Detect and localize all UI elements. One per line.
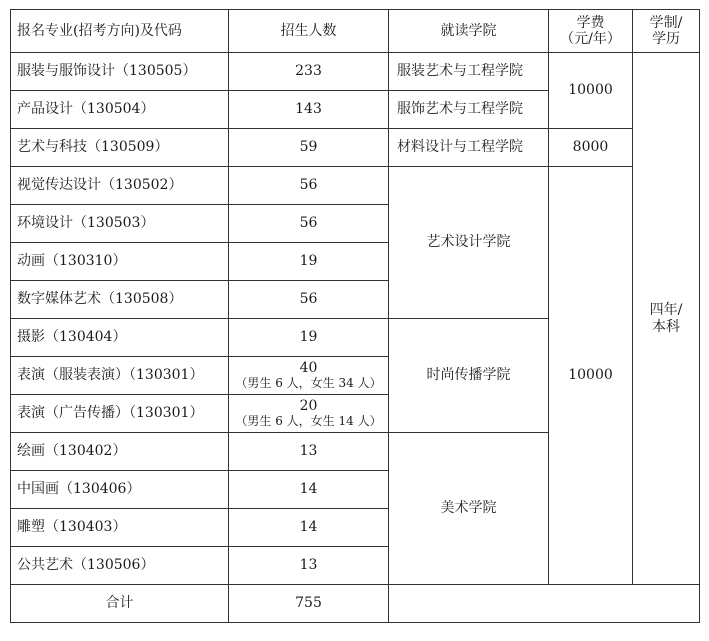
college-cell: 服饰艺术与工程学院 xyxy=(389,91,549,129)
major-cell: 表演（广告传播）（130301） xyxy=(11,395,229,433)
total-label: 合计 xyxy=(11,585,229,623)
header-fee-line2: （元/年） xyxy=(560,31,621,47)
major-cell: 视觉传达设计（130502） xyxy=(11,167,229,205)
major-cell: 绘画（130402） xyxy=(11,433,229,471)
header-term-line1: 学制/ xyxy=(649,14,683,31)
count-cell: 19 xyxy=(229,243,389,281)
table-row xyxy=(11,167,700,205)
major-cell: 公共艺术（130506） xyxy=(11,547,229,585)
count-cell: 13 xyxy=(229,433,389,471)
count-cell: 59 xyxy=(229,129,389,167)
table-row xyxy=(11,53,700,91)
header-row xyxy=(11,10,700,53)
count-cell: 143 xyxy=(229,91,389,129)
header-college: 就读学院 xyxy=(389,10,549,53)
major-cell: 动画（130310） xyxy=(11,243,229,281)
fee-cell: 8000 xyxy=(549,129,633,167)
count-value: 40 xyxy=(299,360,318,377)
count-note: （男生 6 人，女生 34 人） xyxy=(235,376,382,391)
header-term-line2: 学历 xyxy=(652,31,680,47)
major-cell: 服装与服饰设计（130505） xyxy=(11,53,229,91)
count-value: 20 xyxy=(299,398,318,415)
major-cell: 数字媒体艺术（130508） xyxy=(11,281,229,319)
fee-cell: 10000 xyxy=(549,167,633,585)
major-cell: 雕塑（130403） xyxy=(11,509,229,547)
total-row xyxy=(11,585,700,623)
header-major: 报名专业(招考方向)及代码 xyxy=(11,10,229,53)
count-cell: 19 xyxy=(229,319,389,357)
college-cell: 时尚传播学院 xyxy=(389,319,549,433)
total-count: 755 xyxy=(229,585,389,623)
major-cell: 中国画（130406） xyxy=(11,471,229,509)
count-cell xyxy=(229,357,389,395)
college-cell: 服装艺术与工程学院 xyxy=(389,53,549,91)
count-cell: 13 xyxy=(229,547,389,585)
count-cell: 56 xyxy=(229,167,389,205)
fee-cell: 10000 xyxy=(549,53,633,129)
major-cell: 摄影（130404） xyxy=(11,319,229,357)
header-fee-line1: 学费 xyxy=(576,14,605,31)
header-fee xyxy=(549,10,633,53)
college-cell: 美术学院 xyxy=(389,433,549,585)
count-cell xyxy=(229,395,389,433)
major-cell: 艺术与科技（130509） xyxy=(11,129,229,167)
total-empty-cell xyxy=(389,585,700,623)
college-cell: 艺术设计学院 xyxy=(389,167,549,319)
count-cell: 56 xyxy=(229,281,389,319)
term-line1: 四年/ xyxy=(649,302,683,319)
major-cell: 环境设计（130503） xyxy=(11,205,229,243)
term-cell xyxy=(633,53,700,585)
college-cell: 材料设计与工程学院 xyxy=(389,129,549,167)
count-cell: 14 xyxy=(229,509,389,547)
table-row xyxy=(11,129,700,167)
count-note: （男生 6 人，女生 14 人） xyxy=(235,414,382,429)
enrollment-table-wrapper xyxy=(10,9,700,623)
enrollment-table xyxy=(10,9,700,623)
count-cell: 233 xyxy=(229,53,389,91)
major-cell: 产品设计（130504） xyxy=(11,91,229,129)
count-cell: 56 xyxy=(229,205,389,243)
term-line2: 本科 xyxy=(652,318,680,335)
header-term xyxy=(633,10,700,53)
count-cell: 14 xyxy=(229,471,389,509)
header-enroll: 招生人数 xyxy=(229,10,389,53)
major-cell: 表演（服装表演）（130301） xyxy=(11,357,229,395)
